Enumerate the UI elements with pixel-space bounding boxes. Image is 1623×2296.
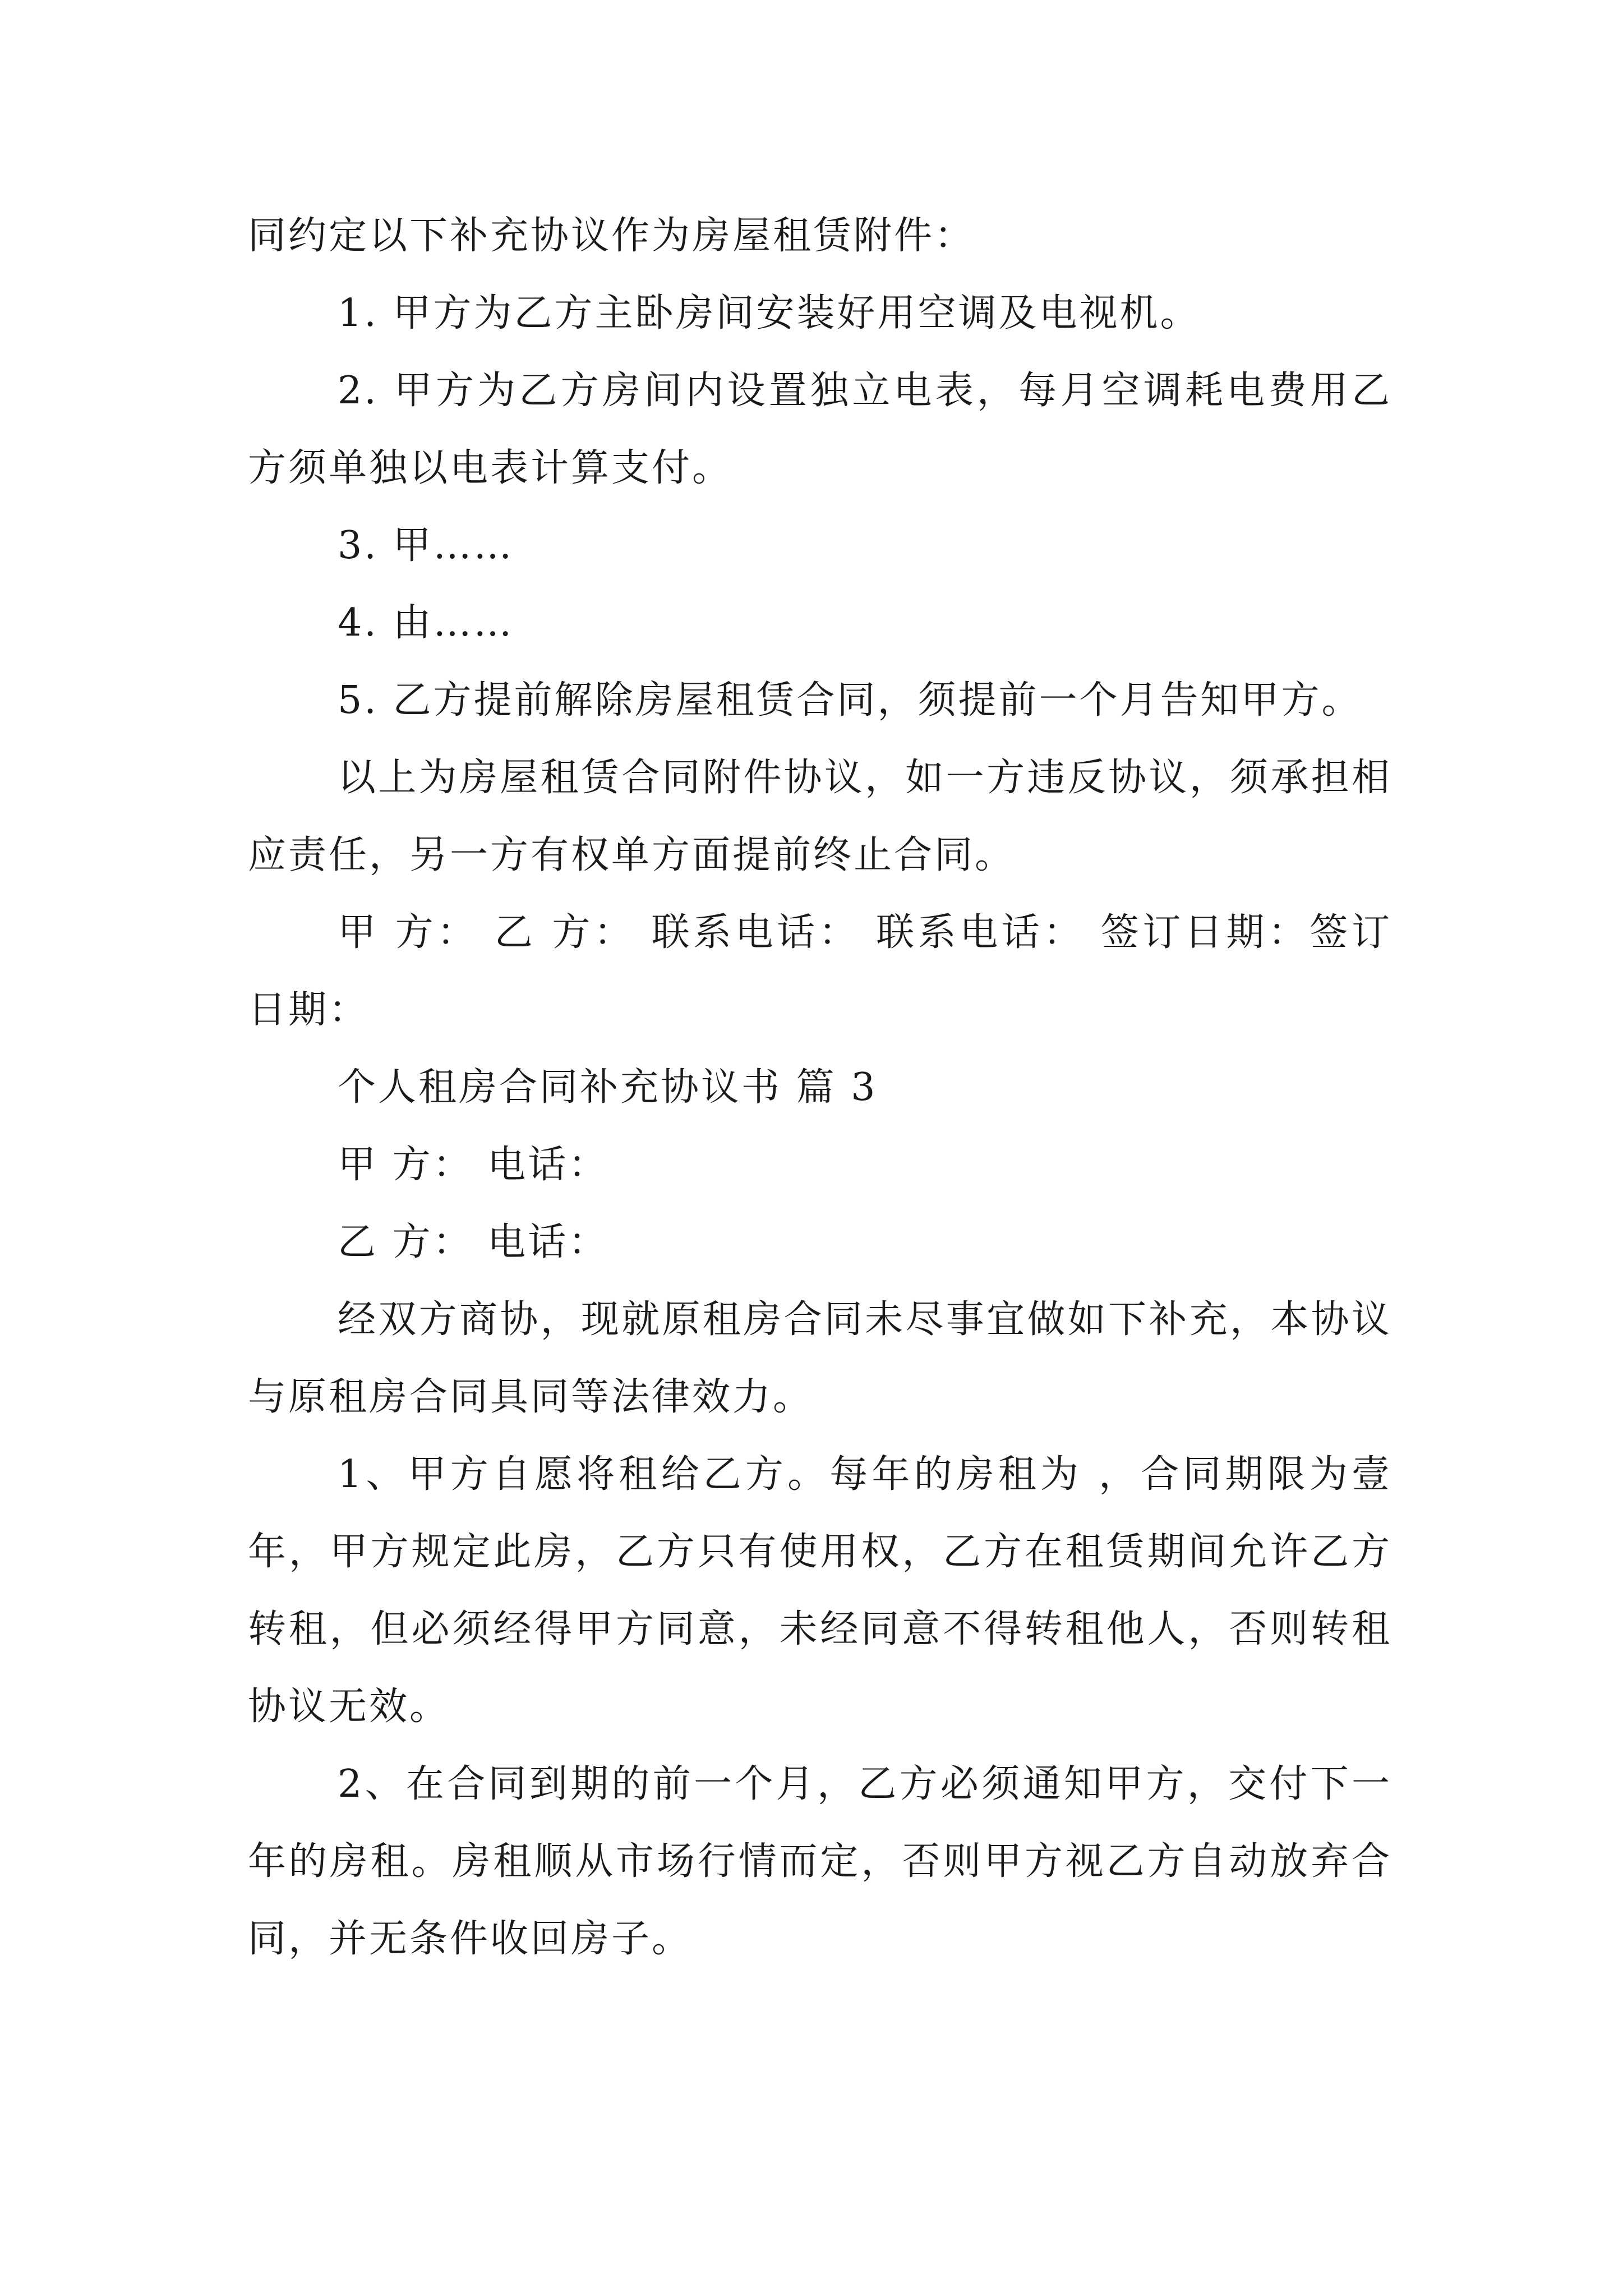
paragraph-item-1: 1. 甲方为乙方主卧房间安装好用空调及电视机。 [338, 291, 1201, 335]
paragraph-item-4: 4. 由…… [338, 601, 514, 645]
party-a-line: 甲 方： 电话： [338, 1143, 609, 1187]
paragraph-clause-2: 2、在合同到期的前一个月，乙方必须通知甲方，交付下一年的房租。房租顺从市场行情而定，否则甲方视乙方自动放弃合同，并无条件收回房子。 [248, 1762, 1392, 1961]
paragraph-clause-1: 1、甲方自愿将租给乙方。每年的房租为 ，合同期限为壹年，甲方规定此房，乙方只有使用权，乙方在租赁期间允许乙方转租，但必须经得甲方同意，未经同意不得转租他人，否则转租协议无效。 [248, 1452, 1392, 1729]
signature-line: 甲 方： 乙 方： 联系电话： 联系电话： 签订日期：签订日期： [248, 910, 1392, 1032]
document-body [248, 197, 1392, 1978]
paragraph-item-3: 3. 甲…… [338, 523, 514, 568]
paragraph-preamble: 经双方商协，现就原租房合同未尽事宜做如下补充，本协议与原租房合同具同等法律效力。 [248, 1297, 1392, 1419]
party-b-line: 乙 方： 电话： [338, 1220, 609, 1264]
paragraph-item-5: 5. 乙方提前解除房屋租赁合同，须提前一个月告知甲方。 [338, 678, 1362, 723]
paragraph-item-2: 2. 甲方为乙方房间内设置独立电表，每月空调耗电费用乙方须单独以电表计算支付。 [248, 369, 1392, 490]
paragraph-summary: 以上为房屋租赁合同附件协议，如一方违反协议，须承担相应责任，另一方有权单方面提前终止合同。 [248, 756, 1392, 877]
section-title: 个人租房合同补充协议书 篇 3 [338, 1065, 878, 1110]
paragraph-intro: 同约定以下补充协议作为房屋租赁附件： [248, 214, 975, 258]
